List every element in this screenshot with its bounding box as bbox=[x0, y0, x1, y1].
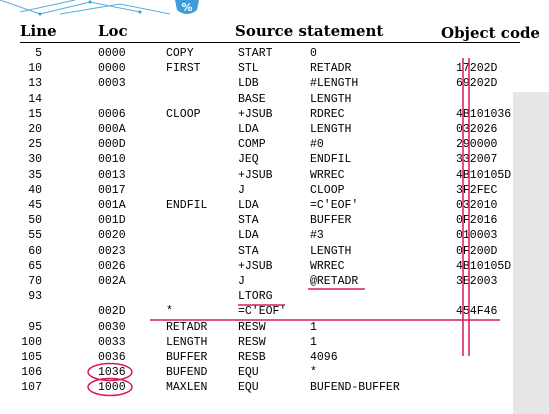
line-number: 95 bbox=[28, 320, 42, 334]
object-code: 4B101036 bbox=[456, 107, 512, 121]
operand: 1 bbox=[310, 320, 317, 334]
object-code: 010003 bbox=[456, 229, 498, 243]
object-code: 0F200D bbox=[456, 244, 498, 258]
opcode: START bbox=[238, 47, 273, 60]
operand: BUFEND-BUFFER bbox=[310, 381, 400, 395]
opcode: LDA bbox=[238, 229, 259, 243]
line-number: 15 bbox=[28, 107, 42, 121]
line-number: 20 bbox=[28, 123, 42, 136]
object-code: 032010 bbox=[456, 199, 498, 212]
operand: ENDFIL bbox=[310, 153, 352, 167]
operand: RETADR bbox=[310, 62, 352, 76]
location-counter: 0030 bbox=[98, 320, 126, 334]
location-counter: 0003 bbox=[98, 77, 126, 91]
label: FIRST bbox=[166, 62, 201, 76]
location-counter: 0020 bbox=[98, 229, 126, 243]
operand: #3 bbox=[310, 229, 324, 243]
line-number: 10 bbox=[28, 62, 42, 76]
header-line: Line bbox=[20, 22, 57, 40]
object-code: 3F2FEC bbox=[456, 183, 498, 197]
opcode: RESB bbox=[238, 351, 266, 364]
opcode: +JSUB bbox=[238, 259, 273, 273]
opcode: STA bbox=[238, 214, 259, 228]
opcode: COMP bbox=[238, 138, 266, 152]
opcode: +JSUB bbox=[238, 107, 273, 121]
line-number: 65 bbox=[28, 259, 42, 273]
opcode: LDA bbox=[238, 123, 259, 136]
object-code: 454F46 bbox=[456, 305, 498, 319]
operand: LENGTH bbox=[310, 123, 352, 136]
opcode: EQU bbox=[238, 366, 259, 380]
line-number: 93 bbox=[28, 290, 42, 304]
location-counter: 001D bbox=[98, 214, 126, 228]
line-number: 25 bbox=[28, 138, 42, 152]
line-number: 35 bbox=[28, 168, 42, 182]
opcode: STL bbox=[238, 62, 259, 76]
operand: RDREC bbox=[310, 107, 345, 121]
operand: CLOOP bbox=[310, 183, 345, 197]
location-counter: 0013 bbox=[98, 168, 126, 182]
opcode: LTORG bbox=[238, 290, 273, 304]
line-number: 30 bbox=[28, 153, 42, 167]
object-code: 3E2003 bbox=[456, 275, 498, 288]
location-counter: 0000 bbox=[98, 47, 126, 60]
operand: #0 bbox=[310, 138, 324, 152]
location-counter: 0000 bbox=[98, 62, 126, 76]
location-counter: 002D bbox=[98, 305, 126, 319]
location-counter: 001A bbox=[98, 199, 126, 212]
operand: =C'EOF' bbox=[310, 199, 359, 212]
label: RETADR bbox=[166, 320, 208, 334]
line-number: 13 bbox=[28, 77, 42, 91]
operand: LENGTH bbox=[310, 244, 352, 258]
location-counter: 000A bbox=[98, 123, 126, 136]
line-number: 107 bbox=[21, 381, 42, 395]
opcode: RESW bbox=[238, 335, 266, 349]
label: * bbox=[166, 305, 173, 319]
location-counter: 1000 bbox=[98, 381, 126, 395]
line-number: 50 bbox=[28, 214, 42, 228]
location-counter: 0006 bbox=[98, 107, 126, 121]
location-counter: 0036 bbox=[98, 351, 126, 364]
object-code: 69202D bbox=[456, 77, 498, 91]
header-object-code: Object code bbox=[441, 24, 540, 42]
line-number: 70 bbox=[28, 275, 42, 288]
line-number: 100 bbox=[21, 335, 42, 349]
line-number: 5 bbox=[35, 47, 42, 60]
object-code: 290000 bbox=[456, 138, 498, 152]
label: CLOOP bbox=[166, 107, 201, 121]
label: MAXLEN bbox=[166, 381, 208, 395]
object-code: 0F2016 bbox=[456, 214, 498, 228]
opcode: =C'EOF' bbox=[238, 305, 287, 319]
operand: 4096 bbox=[310, 351, 338, 364]
operand: @RETADR bbox=[310, 275, 359, 288]
operand: * bbox=[310, 366, 317, 380]
object-code: 332007 bbox=[456, 153, 498, 167]
label: BUFEND bbox=[166, 366, 208, 380]
opcode: +JSUB bbox=[238, 168, 273, 182]
line-number: 55 bbox=[28, 229, 42, 243]
operand: WRREC bbox=[310, 168, 345, 182]
operand: LENGTH bbox=[310, 92, 352, 106]
line-number: 105 bbox=[21, 351, 42, 364]
opcode: EQU bbox=[238, 381, 259, 395]
operand: 0 bbox=[310, 47, 317, 60]
operand: BUFFER bbox=[310, 214, 352, 228]
line-number: 40 bbox=[28, 183, 42, 197]
opcode: LDA bbox=[238, 199, 259, 212]
line-number: 45 bbox=[28, 199, 42, 212]
header-source-statement: Source statement bbox=[235, 22, 384, 40]
location-counter: 000D bbox=[98, 138, 126, 152]
opcode: J bbox=[238, 275, 245, 288]
opcode: BASE bbox=[238, 92, 266, 106]
label: ENDFIL bbox=[166, 199, 208, 212]
line-number: 14 bbox=[28, 92, 42, 106]
object-code: 4B10105D bbox=[456, 259, 512, 273]
operand: 1 bbox=[310, 335, 317, 349]
location-counter: 0010 bbox=[98, 153, 126, 167]
location-counter: 0023 bbox=[98, 244, 126, 258]
line-number: 60 bbox=[28, 244, 42, 258]
location-counter: 1036 bbox=[98, 366, 126, 380]
header-loc: Loc bbox=[98, 22, 128, 40]
location-counter: 0017 bbox=[98, 183, 126, 197]
location-counter: 0033 bbox=[98, 335, 126, 349]
opcode: RESW bbox=[238, 320, 266, 334]
object-code: 17202D bbox=[456, 62, 498, 76]
operand: WRREC bbox=[310, 259, 345, 273]
opcode: JEQ bbox=[238, 153, 259, 167]
location-counter: 0026 bbox=[98, 259, 126, 273]
object-code: 4B10105D bbox=[456, 168, 512, 182]
location-counter: 002A bbox=[98, 275, 126, 288]
label: LENGTH bbox=[166, 335, 208, 349]
opcode: J bbox=[238, 183, 245, 197]
opcode: STA bbox=[238, 244, 259, 258]
label: COPY bbox=[166, 47, 194, 60]
svg-text:%: % bbox=[181, 1, 193, 14]
operand: #LENGTH bbox=[310, 77, 359, 91]
opcode: LDB bbox=[238, 77, 259, 91]
line-number: 106 bbox=[21, 366, 42, 380]
object-code: 032026 bbox=[456, 123, 498, 136]
label: BUFFER bbox=[166, 351, 208, 364]
